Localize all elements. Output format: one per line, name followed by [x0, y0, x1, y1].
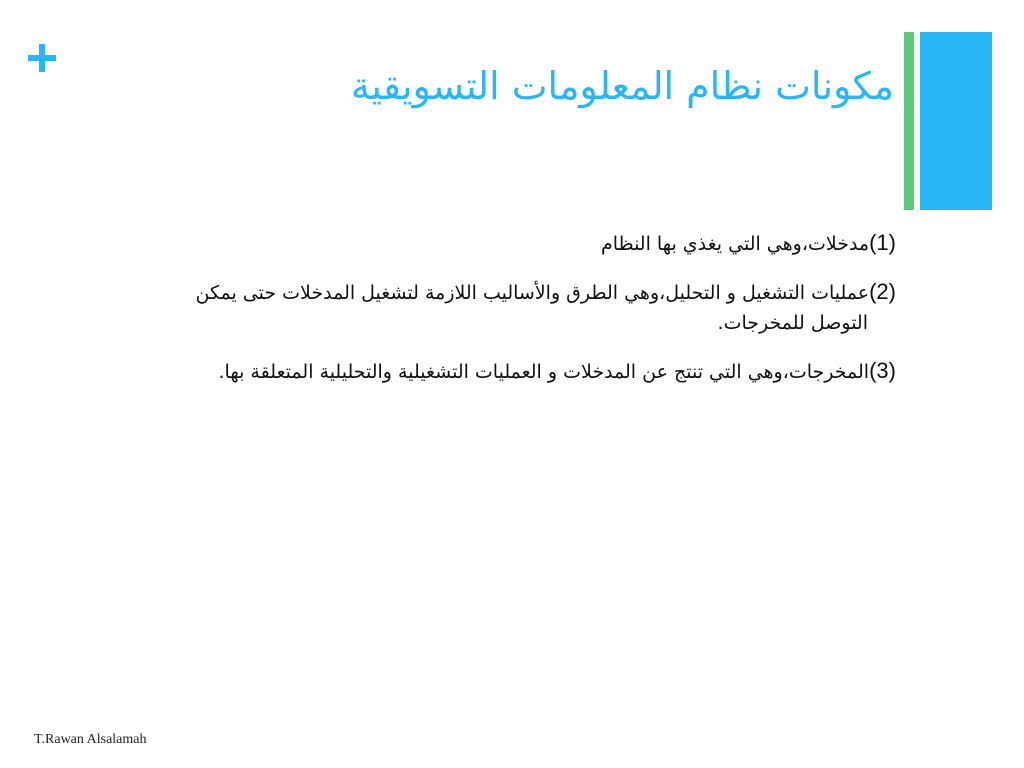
item-continuation: التوصل للمخرجات.: [717, 312, 868, 334]
footer-author: T.Rawan Alsalamah: [34, 732, 147, 747]
item-number: (2): [869, 279, 896, 304]
plus-icon: [28, 44, 56, 72]
slide-title: مكونات نظام المعلومات التسويقية: [350, 64, 894, 108]
item-number: (3): [869, 358, 896, 383]
list-item: [76, 228, 896, 259]
list-item: [76, 356, 896, 387]
item-number: (1): [869, 230, 896, 255]
item-text: عمليات التشغيل و التحليل،وهي الطرق والأساليب اللازمة لتشغيل المدخلات حتى يمكن: [195, 282, 870, 304]
list-item: [76, 277, 896, 338]
accent-bar-blue: [920, 32, 992, 210]
slide-content: [76, 228, 896, 405]
accent-bar-green: [904, 32, 914, 210]
item-text: المخرجات،وهي التي تنتج عن المدخلات و العمليات التشغيلية والتحليلية المتعلقة بها.: [218, 361, 870, 383]
item-text: مدخلات،وهي التي يغذي بها النظام: [600, 233, 870, 255]
